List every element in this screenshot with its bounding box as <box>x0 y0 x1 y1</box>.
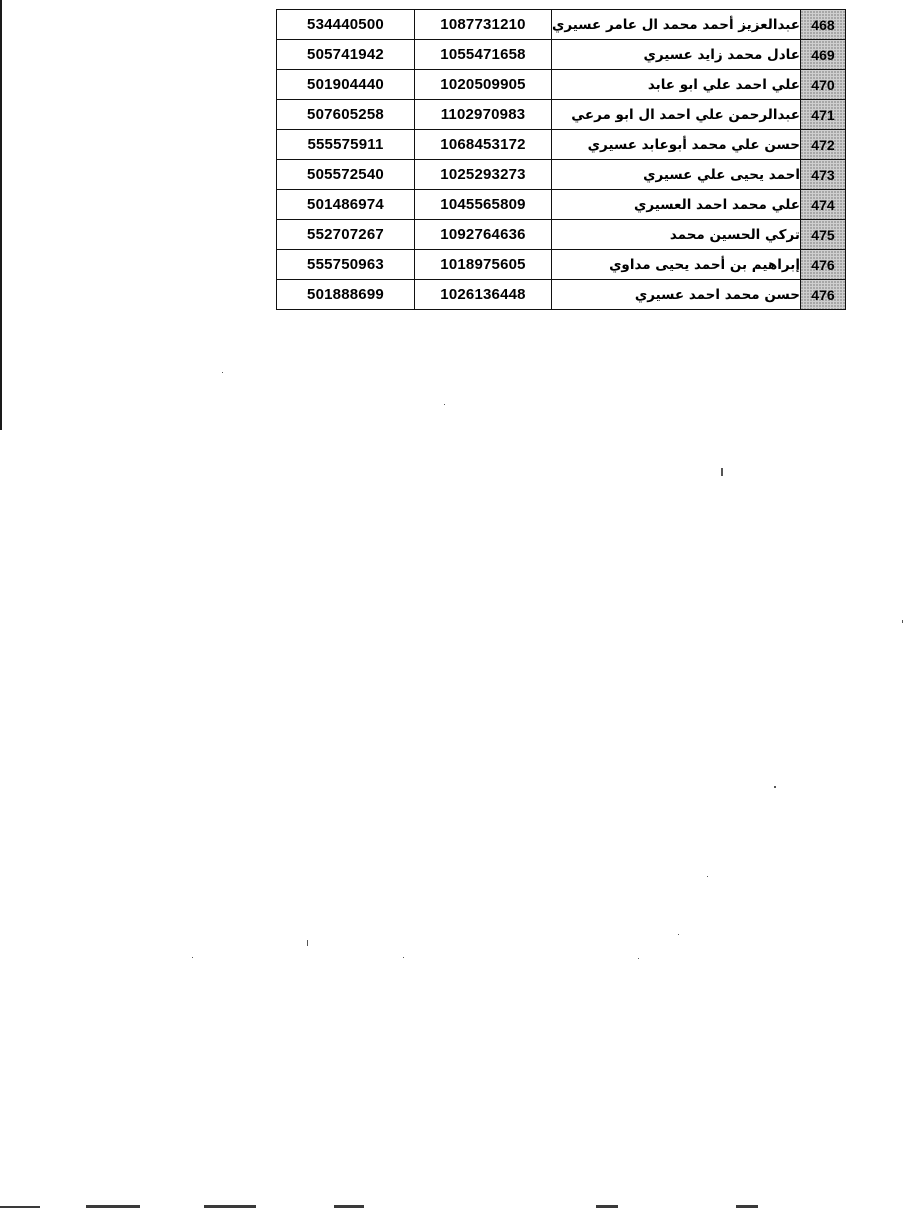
id-number-cell: 1102970983 <box>415 100 552 130</box>
serial-number-cell: 474 <box>800 190 845 220</box>
scan-speck <box>403 957 404 958</box>
scan-speck <box>307 940 308 946</box>
roster-table <box>276 9 846 310</box>
scan-speck <box>192 957 193 958</box>
scan-speck <box>638 958 639 959</box>
table-row <box>277 10 846 40</box>
name-cell: إبراهيم بن أحمد يحيى مداوي <box>552 250 801 280</box>
name-cell: علي محمد احمد العسيري <box>552 190 801 220</box>
id-number-cell: 1055471658 <box>415 40 552 70</box>
scan-bottom-edge <box>0 1202 905 1208</box>
phone-cell: 555575911 <box>277 130 415 160</box>
name-cell: عبدالعزيز أحمد محمد ال عامر عسيري <box>552 10 801 40</box>
scan-speck <box>444 404 445 405</box>
phone-cell: 505741942 <box>277 40 415 70</box>
scan-speck <box>902 620 903 623</box>
phone-cell: 552707267 <box>277 220 415 250</box>
serial-number-cell: 476 <box>800 280 845 310</box>
serial-number-cell: 472 <box>800 130 845 160</box>
serial-number-cell: 473 <box>800 160 845 190</box>
phone-cell: 555750963 <box>277 250 415 280</box>
phone-cell: 501486974 <box>277 190 415 220</box>
name-cell: علي احمد علي ابو عابد <box>552 70 801 100</box>
scan-margin-line <box>0 0 2 430</box>
id-number-cell: 1026136448 <box>415 280 552 310</box>
table-row <box>277 280 846 310</box>
table-row <box>277 220 846 250</box>
phone-cell: 507605258 <box>277 100 415 130</box>
phone-cell: 501904440 <box>277 70 415 100</box>
id-number-cell: 1092764636 <box>415 220 552 250</box>
serial-number-cell: 469 <box>800 40 845 70</box>
table-row <box>277 40 846 70</box>
scan-speck <box>774 786 776 788</box>
table-row <box>277 160 846 190</box>
id-number-cell: 1068453172 <box>415 130 552 160</box>
serial-number-cell: 468 <box>800 10 845 40</box>
table-row <box>277 100 846 130</box>
phone-cell: 505572540 <box>277 160 415 190</box>
scan-speck <box>707 876 708 877</box>
id-number-cell: 1018975605 <box>415 250 552 280</box>
name-cell: عبدالرحمن علي احمد ال ابو مرعي <box>552 100 801 130</box>
name-cell: عادل محمد زايد عسيري <box>552 40 801 70</box>
table-row <box>277 130 846 160</box>
serial-number-cell: 476 <box>800 250 845 280</box>
id-number-cell: 1025293273 <box>415 160 552 190</box>
table-row <box>277 70 846 100</box>
name-cell: حسن محمد احمد عسيري <box>552 280 801 310</box>
table-row <box>277 190 846 220</box>
roster-table-body <box>277 10 846 310</box>
serial-number-cell: 475 <box>800 220 845 250</box>
name-cell: احمد يحيى علي عسيري <box>552 160 801 190</box>
serial-number-cell: 470 <box>800 70 845 100</box>
scan-speck <box>678 934 679 935</box>
id-number-cell: 1045565809 <box>415 190 552 220</box>
phone-cell: 534440500 <box>277 10 415 40</box>
id-number-cell: 1020509905 <box>415 70 552 100</box>
scan-speck <box>222 372 223 373</box>
name-cell: حسن علي محمد أبوعابد عسيري <box>552 130 801 160</box>
scan-speck <box>721 468 723 476</box>
table-row <box>277 250 846 280</box>
id-number-cell: 1087731210 <box>415 10 552 40</box>
name-cell: تركي الحسين محمد <box>552 220 801 250</box>
phone-cell: 501888699 <box>277 280 415 310</box>
serial-number-cell: 471 <box>800 100 845 130</box>
